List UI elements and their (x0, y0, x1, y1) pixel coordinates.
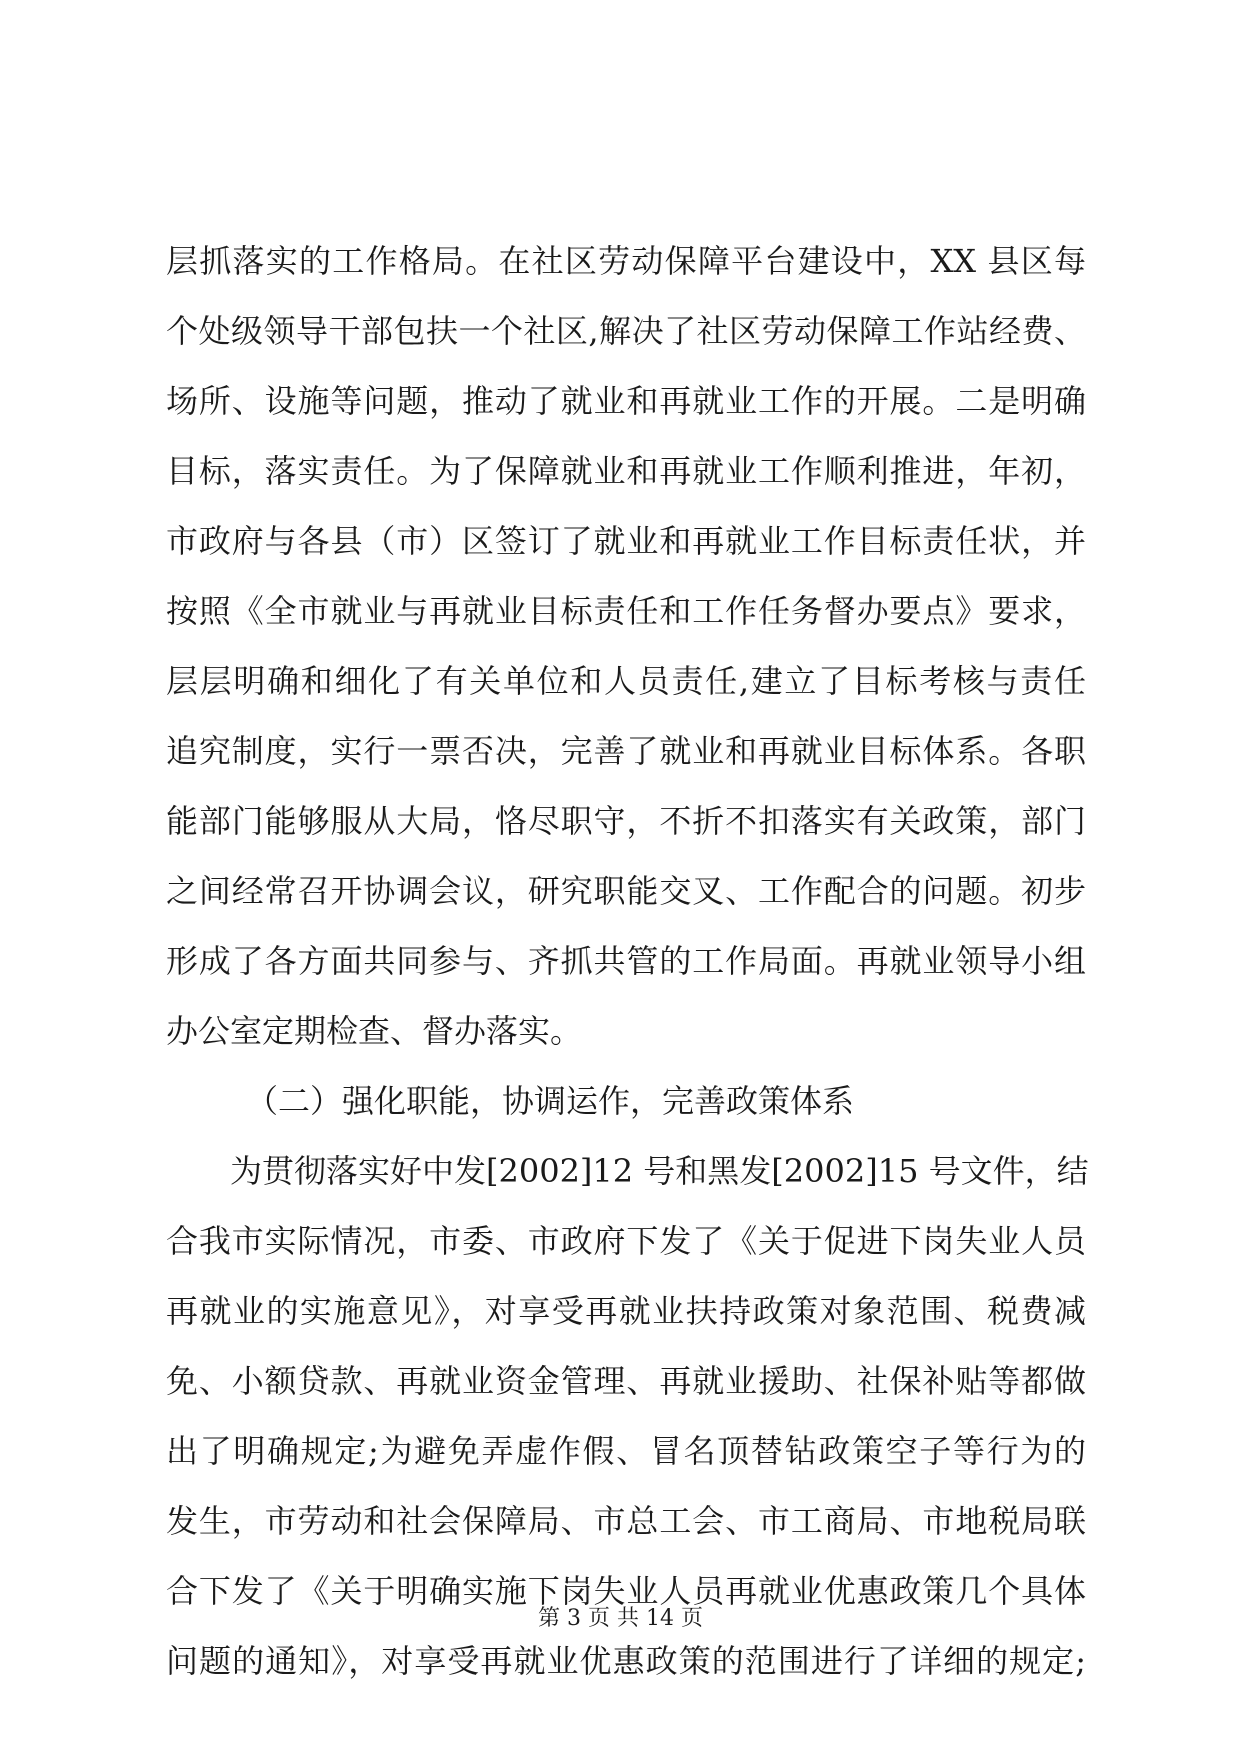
text-line: 目标，落实责任。为了保障就业和再就业工作顺利推进，年初， (166, 452, 1086, 490)
page-footer: 第 3 页 共 14 页 (538, 1606, 703, 1631)
text-line: 场所、设施等问题，推动了就业和再就业工作的开展。二是明确 (166, 382, 1086, 420)
text-line: 问题的通知》，对享受再就业优惠政策的范围进行了详细的规定; (166, 1642, 1086, 1680)
text-line: 为贯彻落实好中发[2002]12 号和黑发[2002]15 号文件，结 (230, 1152, 1089, 1190)
text-line: 合下发了《关于明确实施下岗失业人员再就业优惠政策几个具体 (166, 1572, 1086, 1610)
text-line: 办公室定期检查、督办落实。 (166, 1012, 583, 1050)
text-line: 市政府与各县（市）区签订了就业和再就业工作目标责任状，并 (166, 522, 1086, 560)
text-line: 合我市实际情况，市委、市政府下发了《关于促进下岗失业人员 (166, 1222, 1086, 1260)
section-heading: （二）强化职能，协调运作，完善政策体系 (246, 1082, 855, 1120)
text-line: 按照《全市就业与再就业目标责任和工作任务督办要点》要求， (166, 592, 1086, 630)
text-line: 形成了各方面共同参与、齐抓共管的工作局面。再就业领导小组 (166, 942, 1086, 980)
text-line: 出了明确规定;为避免弄虚作假、冒名顶替钻政策空子等行为的 (166, 1432, 1086, 1470)
text-line: 能部门能够服从大局，恪尽职守，不折不扣落实有关政策，部门 (166, 802, 1086, 840)
body-text (166, 226, 1089, 1696)
text-line: 层层明确和细化了有关单位和人员责任,建立了目标考核与责任 (166, 662, 1086, 700)
text-line: 追究制度，实行一票否决，完善了就业和再就业目标体系。各职 (166, 732, 1086, 770)
text-line: 发生，市劳动和社会保障局、市总工会、市工商局、市地税局联 (166, 1502, 1086, 1540)
text-line: 再就业的实施意见》，对享受再就业扶持政策对象范围、税费减 (166, 1292, 1086, 1330)
text-line: 免、小额贷款、再就业资金管理、再就业援助、社保补贴等都做 (166, 1362, 1086, 1400)
text-line: 个处级领导干部包扶一个社区,解决了社区劳动保障工作站经费、 (166, 312, 1086, 350)
text-line: 之间经常召开协调会议，研究职能交叉、工作配合的问题。初步 (166, 872, 1086, 910)
text-line: 层抓落实的工作格局。在社区劳动保障平台建设中，XX 县区每 (166, 242, 1086, 280)
